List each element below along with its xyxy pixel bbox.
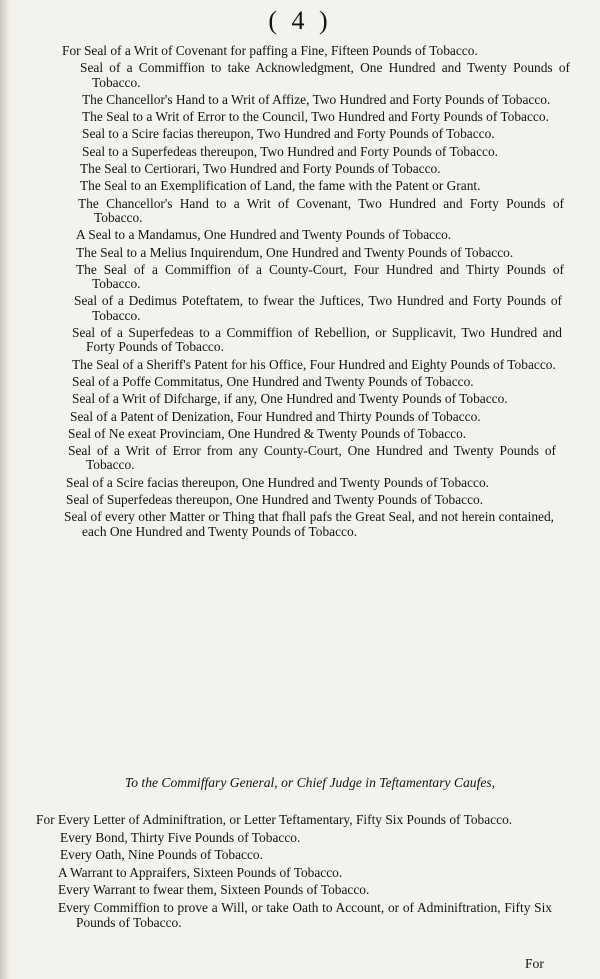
- fee-entry: [72, 358, 560, 372]
- fee-entry-text: Every Warrant to fwear them, Sixteen Pounds of Tobacco.: [58, 882, 370, 897]
- page-number: ( 4 ): [268, 6, 332, 35]
- fee-entry: [80, 61, 570, 90]
- fee-entry: [62, 44, 572, 58]
- fee-entry-text: The Seal to an Exemplification of Land, the fame with the Patent or Grant.: [80, 178, 481, 194]
- fee-entry-text: The Seal to a Writ of Error to the Council, Two Hundred and Forty Pounds of Tobacco.: [82, 109, 549, 125]
- fee-entry-text: The Seal of a Sheriff's Patent for his Office, Four Hundred and Eighty Pounds of Tobacco.: [72, 356, 556, 372]
- fee-entry: [82, 93, 566, 107]
- section-heading: To the Commiffary General, or Chief Judge in Teftamentary Caufes,: [124, 775, 496, 790]
- fee-entry-text: Seal of a Dedimus Poteftatem, to fwear the Juftices, Two Hundred and Forty Pounds of Tobacco.: [74, 293, 562, 323]
- fee-entry-text: A Seal to a Mandamus, One Hundred and Twenty Pounds of Tobacco.: [76, 227, 452, 243]
- fee-entry: [64, 510, 554, 539]
- great-seal-fee-list: [0, 44, 600, 542]
- fee-entry-text: Every Oath, Nine Pounds of Tobacco.: [60, 847, 263, 862]
- fee-entry-text: The Chancellor's Hand to a Writ of Covenant, Two Hundred and Forty Pounds of Tobacco.: [78, 195, 564, 225]
- fee-entry: [72, 375, 560, 389]
- fee-entry: [68, 427, 558, 441]
- fee-entry-text: Seal of Superfedeas thereupon, One Hundred and Twenty Pounds of Tobacco.: [66, 492, 484, 508]
- fee-entry: [82, 145, 566, 159]
- fee-entry: [80, 162, 570, 176]
- fee-entry-text: The Chancellor's Hand to a Writ of Affize, Two Hundred and Forty Pounds of Tobacco.: [82, 91, 551, 107]
- fee-entry-text: The Seal to a Melius Inquirendum, One Hundred and Twenty Pounds of Tobacco.: [76, 244, 514, 260]
- fee-entry: [66, 476, 556, 490]
- fee-entry: [72, 392, 560, 406]
- fee-entry: [76, 246, 564, 260]
- fee-entry-text: The Seal to Certiorari, Two Hundred and Forty Pounds of Tobacco.: [80, 161, 441, 177]
- fee-entry: [58, 865, 538, 881]
- fee-entry: [78, 197, 564, 226]
- fee-entry: [72, 326, 562, 355]
- fee-entry-text: Seal of a Scire facias thereupon, One Hundred and Twenty Pounds of Tobacco.: [66, 474, 490, 490]
- catchword: For: [525, 956, 544, 971]
- fee-entry-text: Seal of a Writ of Error from any County-Court, One Hundred and Twenty Pounds of Tobacco.: [68, 443, 556, 473]
- fee-entry-text: Seal of a Commiffion to take Acknowledgment, One Hundred and Twenty Pounds of Tobacco.: [80, 60, 570, 90]
- fee-entry: [66, 493, 556, 507]
- fee-entry: [82, 127, 566, 141]
- fee-entry-text: The Seal of a Commiffion of a County-Court, Four Hundred and Thirty Pounds of Tobacco.: [76, 261, 564, 292]
- fee-entry: [68, 444, 556, 473]
- fee-entry: [58, 900, 552, 931]
- fee-entry-text: For Every Letter of Adminiftration, or Letter Teftamentary, Fifty Six Pounds of Tobacco.: [36, 812, 513, 827]
- fee-entry-text: For Seal of a Writ of Covenant for paffing a Fine, Fifteen Pounds of Tobacco.: [62, 43, 478, 58]
- fee-entry-text: Seal of every other Matter or Thing that fhall pafs the Great Seal, and not herein contained, each One Hundred and Twenty Pounds of Tobacco.: [64, 509, 554, 539]
- fee-entry-text: Seal to a Superfedeas thereupon, Two Hundred and Forty Pounds of Tobacco.: [82, 143, 498, 159]
- fee-entry-text: Seal of a Poffe Commitatus, One Hundred and Twenty Pounds of Tobacco.: [72, 373, 474, 389]
- fee-entry: [60, 830, 540, 846]
- fee-entry-text: Seal of a Writ of Difcharge, if any, One Hundred and Twenty Pounds of Tobacco.: [72, 391, 508, 407]
- fee-entry-text: Seal to a Scire facias thereupon, Two Hundred and Forty Pounds of Tobacco.: [82, 126, 495, 142]
- fee-entry: [60, 847, 540, 863]
- fee-entry: [58, 882, 538, 898]
- fee-entry-text: Every Commiffion to prove a Will, or take Oath to Account, or of Adminiftration, Fifty Six Pounds of Tobacco.: [58, 899, 552, 930]
- fee-entry: [70, 410, 560, 424]
- fee-entry-text: Seal of a Patent of Denization, Four Hundred and Thirty Pounds of Tobacco.: [70, 408, 481, 424]
- fee-entry: [76, 228, 566, 242]
- fee-entry-text: Seal of Ne exeat Provinciam, One Hundred & Twenty Pounds of Tobacco.: [68, 425, 467, 441]
- commissary-fee-list: [0, 812, 600, 933]
- fee-entry: [36, 812, 550, 828]
- fee-entry-text: Every Bond, Thirty Five Pounds of Tobacco.: [60, 829, 301, 845]
- fee-entry-text: Seal of a Superfedeas to a Commiffion of Rebellion, or Supplicavit, Two Hundred and Forty Pounds of Tobacco.: [72, 325, 562, 355]
- fee-entry: [76, 263, 564, 292]
- fee-entry: [82, 110, 566, 124]
- fee-entry: [80, 179, 566, 193]
- fee-entry: [74, 294, 562, 323]
- fee-entry-text: A Warrant to Appraifers, Sixteen Pounds of Tobacco.: [58, 864, 343, 880]
